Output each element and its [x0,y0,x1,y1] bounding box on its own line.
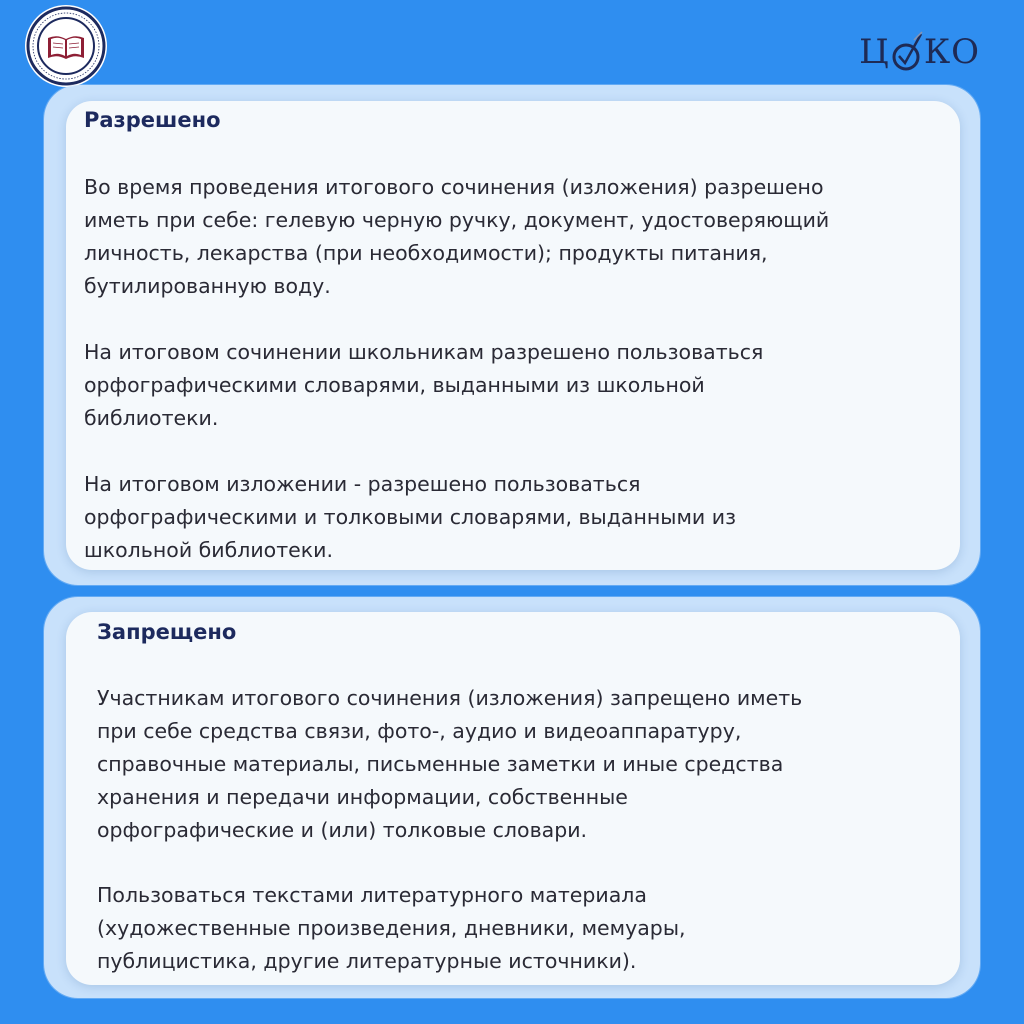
brand-text-left: Ц [859,32,890,72]
allowed-paragraph-3: На итоговом изложении - разрешено пользоваться орфографическими и толковыми словарями, выданными из школьной библиотеки. [84,472,736,562]
allowed-section [84,102,956,567]
allowed-paragraph-2: На итоговом сочинении школьникам разрешено пользоваться орфографическими словарями, выданными из школьной библиотеки. [84,340,764,430]
forbidden-paragraph-1: Участникам итогового сочинения (изложения) запрещено иметь при себе средства связи, фото-, аудио и видеоаппаратуру, справочные материалы, письменные заметки и иные средства хранения и передачи информации, собственные орфографические и (или) толковые словари. [97,686,803,842]
seal-icon [24,4,108,88]
brand-logo [859,30,980,74]
forbidden-paragraph-2: Пользоваться текстами литературного материала (художественные произведения, дневники, мемуары, публицистика, другие литературные источники). [97,883,686,973]
allowed-paragraph-1: Во время проведения итогового сочинения (изложения) разрешено иметь при себе: гелевую черную ручку, документ, удостоверяющий личность, лекарства (при необходимости); продукты питания, бутилированную воду. [84,175,830,298]
allowed-title: Разрешено [84,108,221,132]
check-circle-icon [890,30,924,74]
forbidden-section [97,614,957,978]
institution-seal-logo [24,4,108,88]
brand-text-right: КО [923,32,980,72]
forbidden-title: Запрещено [97,620,237,644]
